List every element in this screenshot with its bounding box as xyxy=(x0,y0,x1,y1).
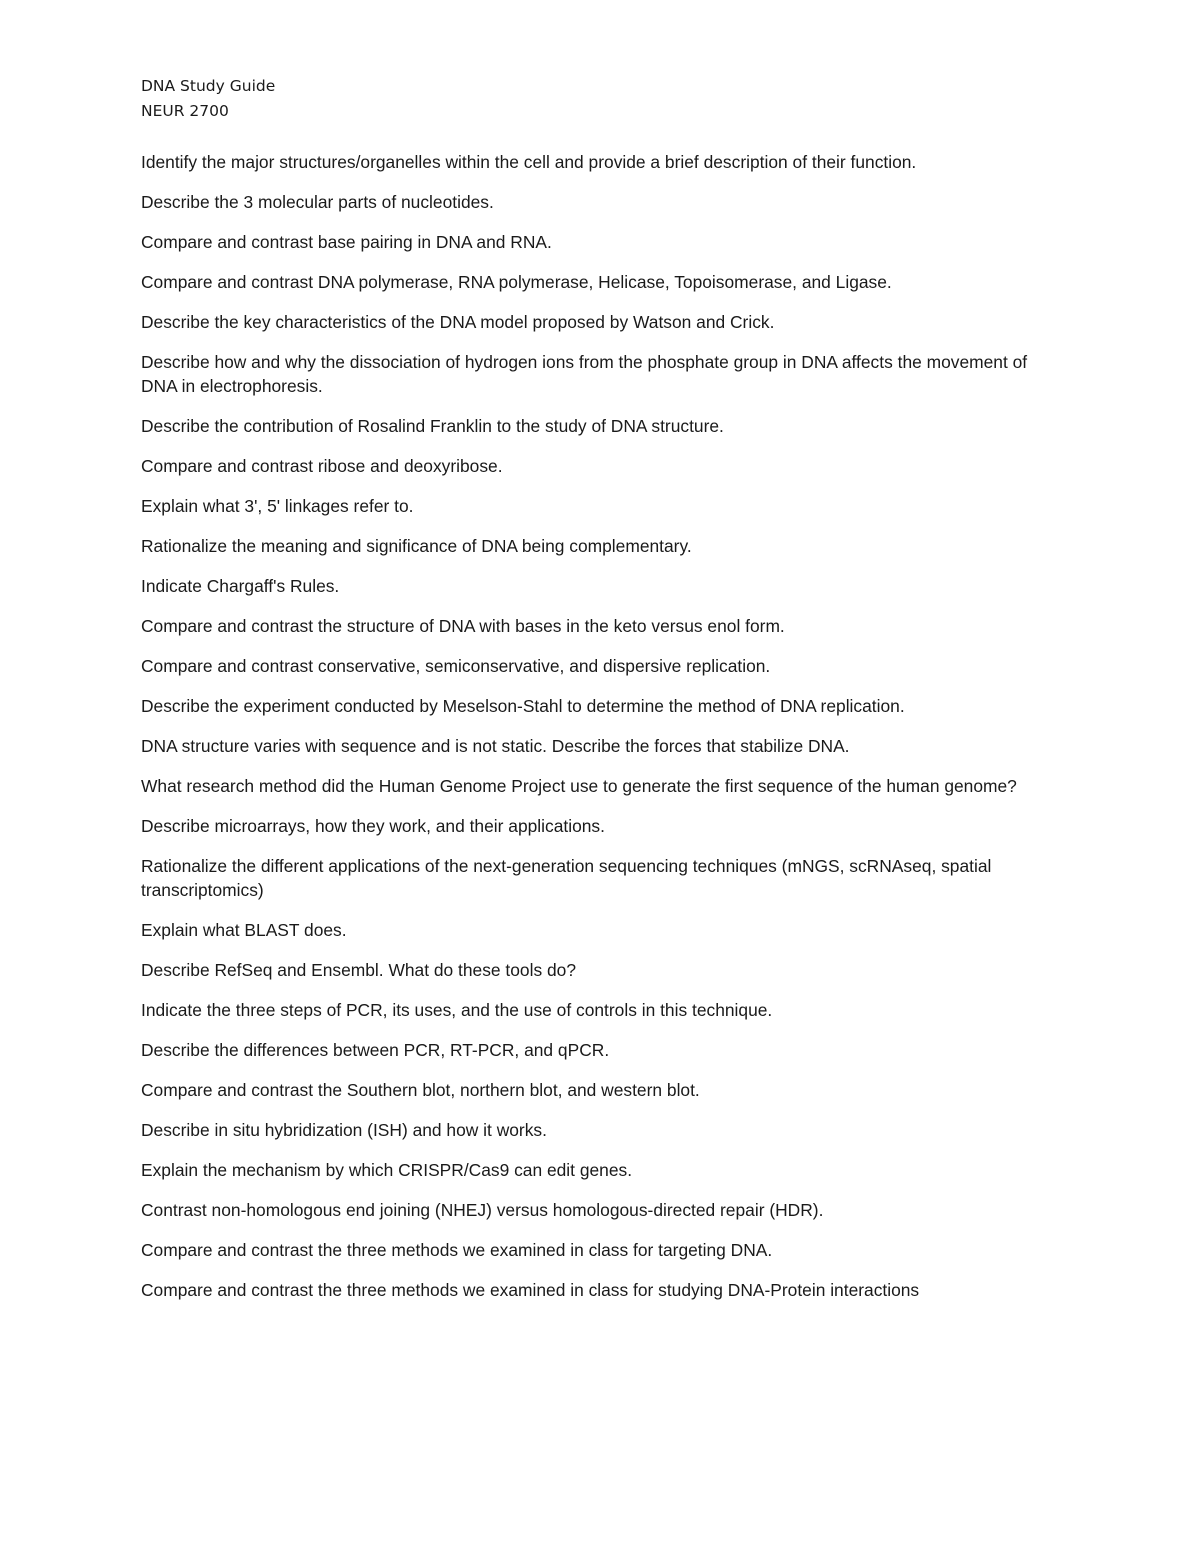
question-item: Compare and contrast the three methods we examined in class for targeting DNA. xyxy=(141,1240,773,1260)
question-item: Compare and contrast the structure of DNA with bases in the keto versus enol form. xyxy=(141,616,785,636)
question-item: Compare and contrast conservative, semiconservative, and dispersive replication. xyxy=(141,656,771,676)
question-item: Explain what BLAST does. xyxy=(141,920,347,940)
question-item: Rationalize the different applications of the next-generation sequencing techniques (mNGS, scRNAseq, spatial transcriptomics) xyxy=(141,856,992,900)
question-list xyxy=(141,150,1056,1318)
question-item: Describe the 3 molecular parts of nucleotides. xyxy=(141,192,494,212)
question-item: DNA structure varies with sequence and is not static. Describe the forces that stabilize DNA. xyxy=(141,736,850,756)
question-item: Describe the differences between PCR, RT-PCR, and qPCR. xyxy=(141,1040,610,1060)
question-item: What research method did the Human Genome Project use to generate the first sequence of the human genome? xyxy=(141,776,1017,796)
question-item: Compare and contrast the three methods we examined in class for studying DNA-Protein interactions xyxy=(141,1280,920,1300)
question-item: Compare and contrast base pairing in DNA and RNA. xyxy=(141,232,552,252)
question-item: Compare and contrast ribose and deoxyribose. xyxy=(141,456,503,476)
question-item: Identify the major structures/organelles within the cell and provide a brief description of their function. xyxy=(141,152,917,172)
question-item: Describe RefSeq and Ensembl. What do these tools do? xyxy=(141,960,577,980)
question-item: Describe the experiment conducted by Meselson-Stahl to determine the method of DNA replication. xyxy=(141,696,905,716)
question-item: Describe how and why the dissociation of hydrogen ions from the phosphate group in DNA affects the movement of DNA in electrophoresis. xyxy=(141,352,1028,396)
document-title: DNA Study Guide xyxy=(141,77,276,95)
question-item: Compare and contrast DNA polymerase, RNA polymerase, Helicase, Topoisomerase, and Ligase. xyxy=(141,272,892,292)
question-item: Indicate the three steps of PCR, its uses, and the use of controls in this technique. xyxy=(141,1000,773,1020)
question-item: Contrast non-homologous end joining (NHEJ) versus homologous-directed repair (HDR). xyxy=(141,1200,824,1220)
question-item: Describe microarrays, how they work, and their applications. xyxy=(141,816,605,836)
question-item: Explain the mechanism by which CRISPR/Cas9 can edit genes. xyxy=(141,1160,633,1180)
question-item: Compare and contrast the Southern blot, northern blot, and western blot. xyxy=(141,1080,700,1100)
question-item: Describe in situ hybridization (ISH) and how it works. xyxy=(141,1120,547,1140)
course-code: NEUR 2700 xyxy=(141,102,229,120)
question-item: Indicate Chargaff's Rules. xyxy=(141,576,340,596)
question-item: Explain what 3', 5' linkages refer to. xyxy=(141,496,414,516)
document-header xyxy=(141,74,275,124)
question-item: Describe the key characteristics of the DNA model proposed by Watson and Crick. xyxy=(141,312,775,332)
question-item: Describe the contribution of Rosalind Franklin to the study of DNA structure. xyxy=(141,416,724,436)
question-item: Rationalize the meaning and significance of DNA being complementary. xyxy=(141,536,692,556)
